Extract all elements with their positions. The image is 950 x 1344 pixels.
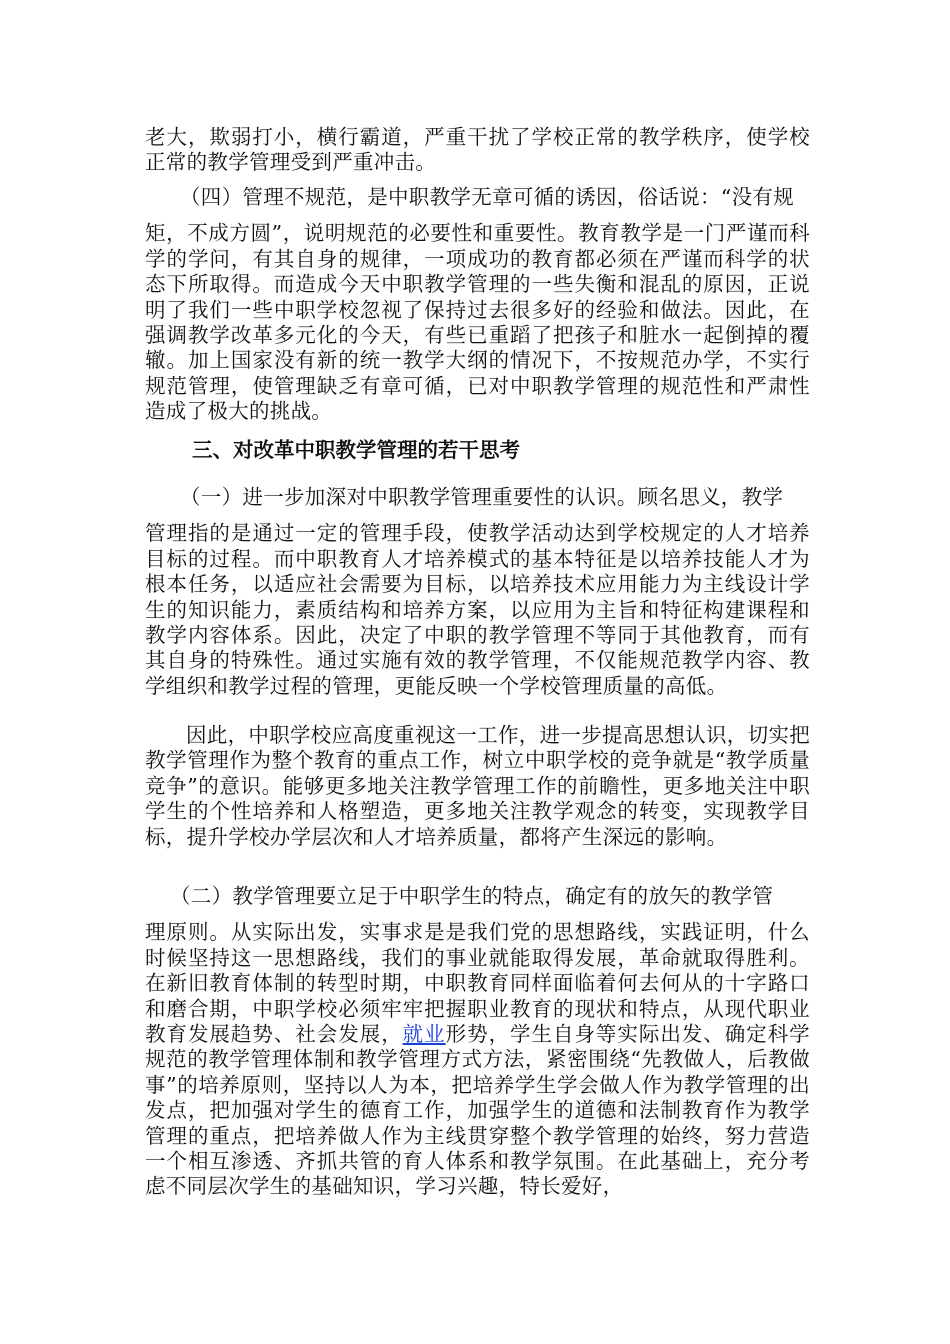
paragraph-5 <box>145 884 810 1200</box>
paragraph-2-body: 矩，不成方圆”，说明规范的必要性和重要性。教育教学是一门严谨而科学的学问，有其自身的规律，一项成功的教育都必须在严谨而科学的状态下所取得。而造成今天中职教学管理的一些失衡和混乱的原因，正说明了我们一些中职学校忽视了保持过去很多好的经验和做法。因此，在强调教学改革多元化的今天，有些已重蹈了把孩子和脏水一起倒掉的覆辙。加上国家没有新的统一教学大纲的情况下，不按规范办学，不实行规范管理，使管理缺乏有章可循，已对中职教学管理的规范性和严肃性造成了极大的挑战。 <box>145 221 810 424</box>
paragraph-2 <box>145 185 810 425</box>
paragraph-1: 老大，欺弱打小，横行霸道，严重干扰了学校正常的教学秩序，使学校正常的教学管理受到严重冲击。 <box>145 125 810 175</box>
paragraph-5-body-end: 形势，学生自身等实际出发、确定科学规范的教学管理体制和教学管理方式方法，紧密围绕“先教做人，后教做事”的培养原则，坚持以人为本，把培养学生学会做人作为教学管理的出发点，把加强对学生的德育工作，加强学生的道德和法制教育作为教学管理的重点，把培养做人作为主线贯穿整个教学管理的始终，努力营造一个相互渗透、齐抓共管的育人体系和教学氛围。在此基础上，充分考虑不同层次学生的基础知识，学习兴趣，特长爱好， <box>145 1022 810 1199</box>
paragraph-3-first-line: （一）进一步加深对中职教学管理重要性的认识。顾名思义，教学 <box>180 485 784 509</box>
paragraph-4: 因此，中职学校应高度重视这一工作，进一步提高思想认识，切实把教学管理作为整个教育的重点工作，树立中职学校的竞争就是“教学质量竞争”的意识。能够更多地关注教学管理工作的前瞻性，更多地关注中职学生的个性培养和人格塑造，更多地关注教学观念的转变，实现教学目标，提升学校办学层次和人才培养质量，都将产生深远的影响。 <box>145 723 810 849</box>
employment-link[interactable]: 就业 <box>402 1022 446 1047</box>
paragraph-3-body: 管理指的是通过一定的管理手段，使教学活动达到学校规定的人才培养目标的过程。而中职教育人才培养模式的基本特征是以培养技能人才为根本任务，以适应社会需要为目标，以培养技术应用能力为主线设计学生的知识能力，素质结构和培养方案，以应用为主旨和特征构建课程和教学内容体系。因此，决定了中职的教学管理不等同于其他教育，而有其自身的特殊性。通过实施有效的教学管理，不仅能规范教学内容、教学组织和教学过程的管理，更能反映一个学校管理质量的高低。 <box>145 521 810 698</box>
paragraph-2-first-line: （四）管理不规范，是中职教学无章可循的诱因，俗话说：“没有规 <box>180 185 794 209</box>
paragraph-5-body-start: 理原则。从实际出发，实事求是是我们党的思想路线，实践证明，什么时候坚持这一思想路线，我们的事业就能取得发展，革命就取得胜利。在新旧教育体制的转型时期，中职教育同样面临着何去何从的十字路口和磨合期，中职学校必须牢牢把握职业教育的现状和特点，从现代职业教育发展趋势、社会发展， <box>145 920 810 1047</box>
paragraph-5-first-line: （二）教学管理要立足于中职学生的特点，确定有的放矢的教学管 <box>170 884 774 908</box>
paragraph-3 <box>145 485 810 699</box>
section-heading-3: 三、对改革中职教学管理的若干思考 <box>192 438 520 462</box>
